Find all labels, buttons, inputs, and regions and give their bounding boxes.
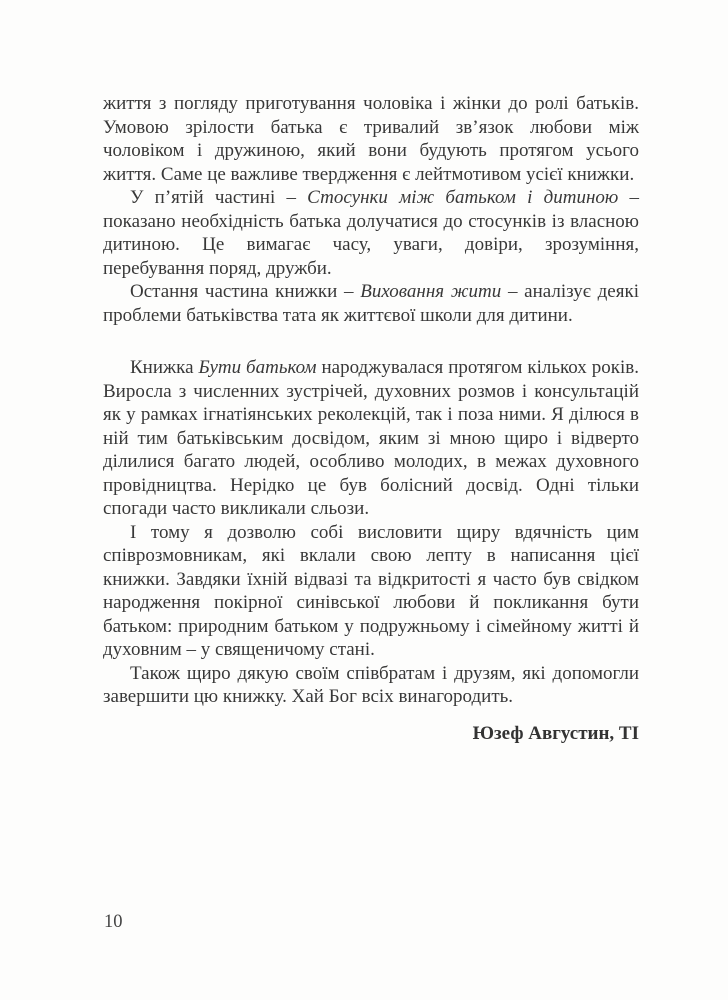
- text-segment: – показано необхідність батька долучатися до стосунків із власною дитиною. Це вимагає часу, уваги, довіри, зрозуміння, перебування поряд, дружби.: [103, 187, 640, 279]
- text-segment: Також щиро дякую своїм співбратам і друзям, які допомогли завершити цю книжку. Хай Бог всіх винагородить.: [103, 662, 639, 707]
- author-signature: Юзеф Августин, ТІ: [472, 722, 639, 744]
- text-segment: Книжка: [130, 357, 199, 378]
- paragraph: [103, 280, 639, 327]
- paragraph: [103, 662, 639, 709]
- text-segment: народжувалася протягом кількох років. Виросла з численних зустрічей, духовних розмов і консультацій як у рамках ігнатіянських реколекцій, так і поза ними. Я ділюся в ній тим батьківським досвідом, яким зі мною щиро і відверто ділилися багато людей, особливо молодих, в межах духовного провідництва. Нерідко це був болісний досвід. Одні тільки спогади часто викликали сльози.: [103, 357, 639, 519]
- paragraphs-container: [103, 92, 639, 709]
- text-segment: Остання частина книжки –: [130, 281, 361, 302]
- paragraph: [103, 521, 639, 662]
- paragraph: [103, 356, 639, 521]
- text-segment: – аналізує деякі проблеми батьківства тата як життєвої школи для дитини.: [103, 281, 639, 326]
- italic-text-segment: Бути батьком: [198, 357, 317, 378]
- text-segment: життя з погляду приготування чоловіка і жінки до ролі батьків. Умовою зрілости батька є тривалий зв’язок любови між чоловіком і дружиною, який вони будують протягом усього життя. Саме це важливе твердження є лейтмотивом усієї книжки.: [103, 93, 639, 185]
- italic-text-segment: Стосунки між батьком і дитиною: [307, 187, 619, 208]
- text-segment: І тому я дозволю собі висловити щиру вдячність цим співрозмовникам, які вклали свою лепту в написання цієї книжки. Завдяки їхній відвазі та відкритості я часто був свідком народження покірної синівської любови й покликання бути батьком: природним батьком у подружньому і сімейному житті й духовним – у священичому стані.: [103, 521, 639, 660]
- text-block: [103, 92, 639, 745]
- page-number: 10: [104, 912, 123, 932]
- text-segment: У п’ятій частині –: [130, 187, 308, 208]
- paragraph: [103, 186, 639, 280]
- paragraph: [103, 92, 639, 186]
- italic-text-segment: Виховання жити: [360, 281, 502, 302]
